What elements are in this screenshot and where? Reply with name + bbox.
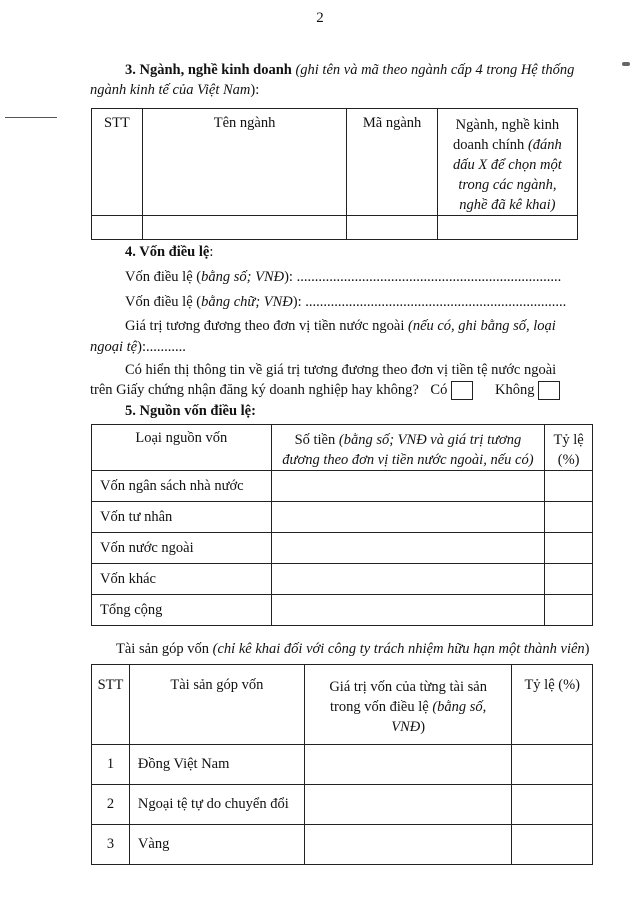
cell-empty[interactable] <box>142 216 347 240</box>
cell-empty[interactable] <box>304 825 512 865</box>
cell-empty[interactable] <box>304 745 512 785</box>
cell-empty[interactable] <box>545 502 593 533</box>
source-row-label: Vốn ngân sách nhà nước <box>92 471 272 502</box>
cell-empty[interactable] <box>271 564 545 595</box>
cell-empty[interactable] <box>512 745 593 785</box>
col-asset-ratio: Tỷ lệ (%) <box>512 665 593 745</box>
display-question: Có hiển thị thông tin về giá trị tương đương theo đơn vị tiền tệ nước ngoài <box>125 362 557 378</box>
asset-stt: 3 <box>92 825 130 865</box>
cell-empty[interactable] <box>271 502 545 533</box>
charter-capital-number: Vốn điều lệ (bằng số; VNĐ): ......................................................................... <box>125 269 562 285</box>
page-number: 2 <box>316 10 324 26</box>
assets-table <box>91 664 593 865</box>
asset-stt: 2 <box>92 785 130 825</box>
cell-empty[interactable] <box>545 533 593 564</box>
industry-table <box>91 108 578 240</box>
col-amount: Số tiền (bằng số; VNĐ và giá trị tương đương theo đơn vị tiền nước ngoài, nếu có) <box>271 425 545 471</box>
yes-checkbox[interactable] <box>451 381 473 400</box>
section3-heading-line2: ngành kinh tế của Việt Nam): <box>90 82 260 98</box>
no-checkbox[interactable] <box>538 381 560 400</box>
col-stt: STT <box>92 665 130 745</box>
cell-empty[interactable] <box>271 595 545 626</box>
cell-empty[interactable] <box>347 216 438 240</box>
cell-empty[interactable] <box>512 785 593 825</box>
col-source-type: Loại nguồn vốn <box>92 425 272 471</box>
cell-empty[interactable] <box>545 471 593 502</box>
section4-heading: 4. Vốn điều lệ: <box>125 244 214 260</box>
asset-name: Vàng <box>129 825 304 865</box>
source-row-label: Vốn khác <box>92 564 272 595</box>
source-row-label: Vốn nước ngoài <box>92 533 272 564</box>
col-stt: STT <box>92 109 143 216</box>
col-asset-value: Giá trị vốn của từng tài sản trong vốn điều lệ (bằng số, VNĐ) <box>304 665 512 745</box>
asset-stt: 1 <box>92 745 130 785</box>
cell-empty[interactable] <box>512 825 593 865</box>
cell-empty[interactable] <box>545 595 593 626</box>
foreign-equivalent: Giá trị tương đương theo đơn vị tiền nước ngoài (nếu có, ghi bằng số, loại <box>125 318 556 334</box>
cell-empty[interactable] <box>271 533 545 564</box>
source-row-label: Vốn tư nhân <box>92 502 272 533</box>
cell-empty[interactable] <box>304 785 512 825</box>
asset-name: Đồng Việt Nam <box>129 745 304 785</box>
section5-heading: 5. Nguồn vốn điều lệ: <box>125 403 256 419</box>
col-asset: Tài sản góp vốn <box>129 665 304 745</box>
capital-source-table <box>91 424 593 626</box>
margin-mark <box>5 117 57 118</box>
display-question-line2: trên Giấy chứng nhận đăng ký doanh nghiệp hay không? Có Không <box>90 381 590 400</box>
charter-capital-words: Vốn điều lệ (bằng chữ; VNĐ): ........................................................................ <box>125 294 567 310</box>
source-row-total: Tổng cộng <box>92 595 272 626</box>
col-industry-code: Mã ngành <box>347 109 438 216</box>
cell-empty[interactable] <box>545 564 593 595</box>
assets-title: Tài sản góp vốn (chỉ kê khai đối với công ty trách nhiệm hữu hạn một thành viên) <box>116 641 590 657</box>
cell-empty[interactable] <box>271 471 545 502</box>
col-main-industry: Ngành, nghề kinh doanh chính (đánh dấu X để chọn một trong các ngành, nghề đã kê khai) <box>437 109 577 216</box>
section3-heading: 3. Ngành, nghề kinh doanh (ghi tên và mã theo ngành cấp 4 trong Hệ thống <box>125 62 575 78</box>
col-ratio: Tỷ lệ (%) <box>545 425 593 471</box>
asset-name: Ngoại tệ tự do chuyển đổi <box>129 785 304 825</box>
col-industry-name: Tên ngành <box>142 109 347 216</box>
cell-empty[interactable] <box>92 216 143 240</box>
foreign-equivalent-line2: ngoại tệ):........... <box>90 339 186 355</box>
cell-empty[interactable] <box>437 216 577 240</box>
